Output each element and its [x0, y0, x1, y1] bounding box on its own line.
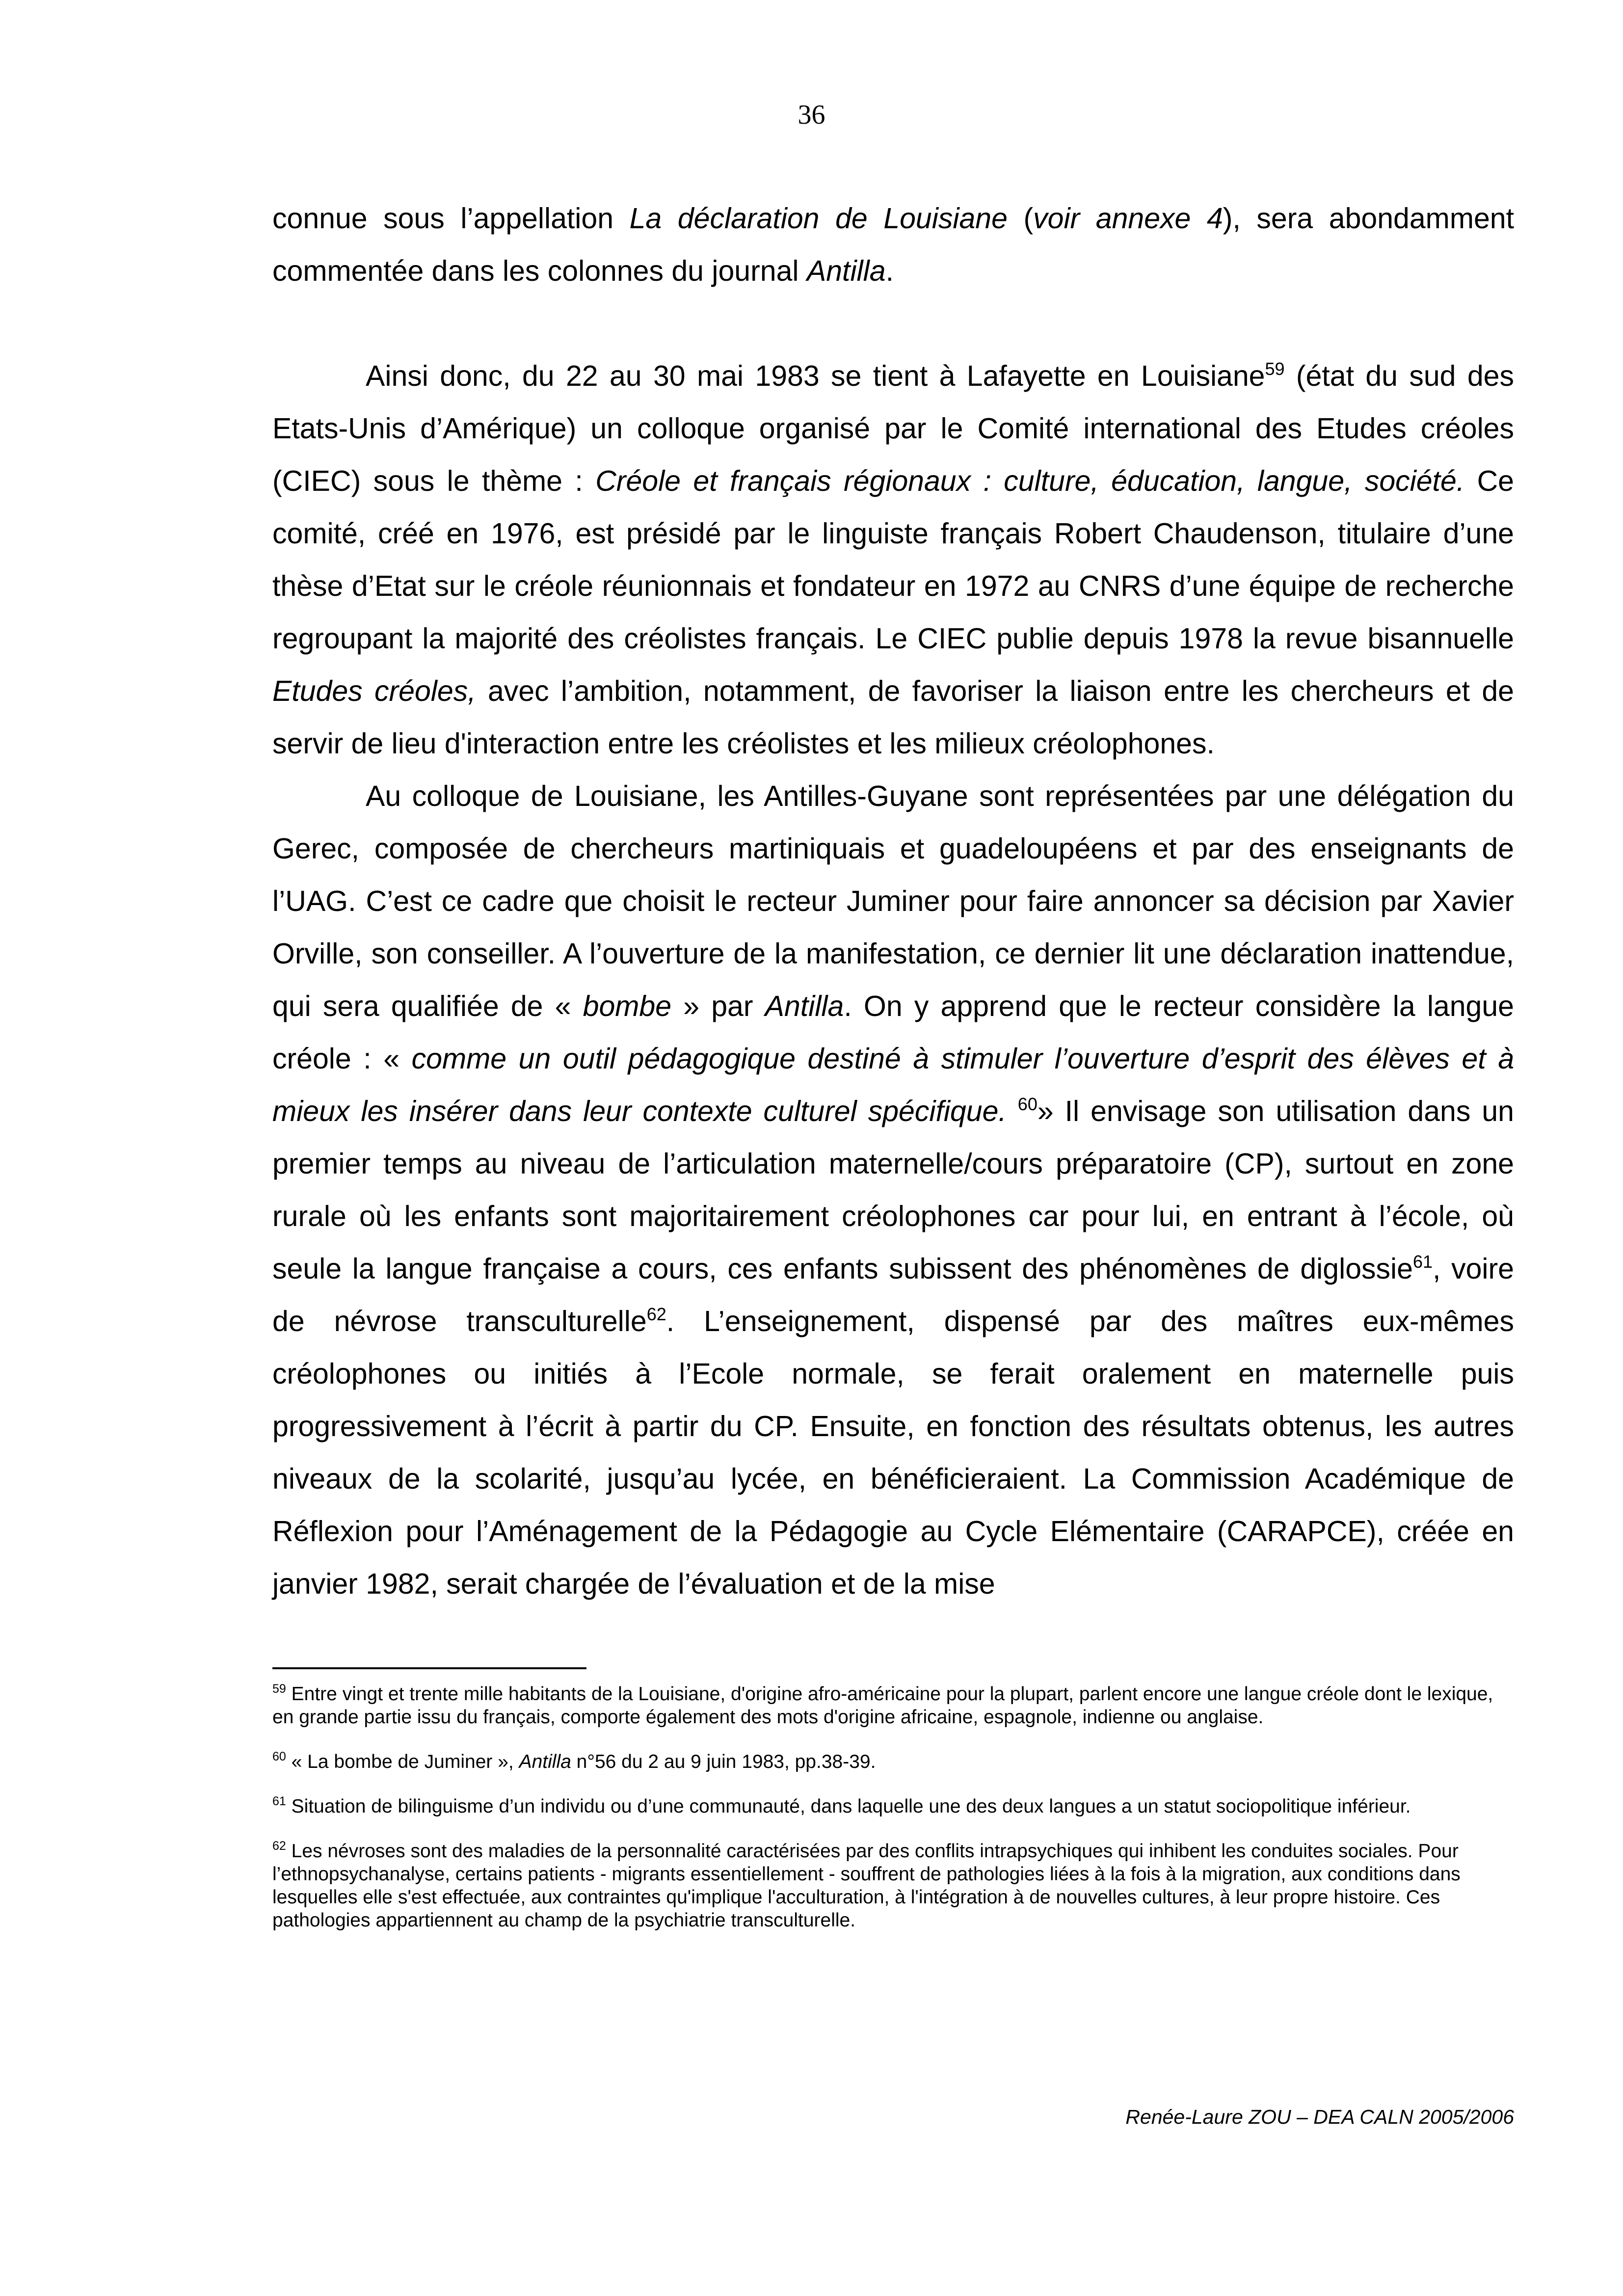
footnote-62: $^{62}$ Les névroses sont des maladies de la personnalité caractérisées par des conflits intrapsychiques qui inhibent les conduites sociales. Pour l’ethnopsychanalyse, certains patients - migrants essentiellement - souffrent de pathologies liées à la fois à la migration, aux conditions dans lesquelles elle s'est effectuée, aux contraintes qu'implique l'acculturation, à l'intégration à de nouvelles cultures, à leur propre histoire. Ces pathologies appartiennent au champ de la psychiatrie transculturelle. — [272, 1839, 1461, 1931]
page-footer: Renée-Laure ZOU – DEA CALN 2005/2006 — [1125, 2106, 1514, 2128]
footnote-60: $^{60}$ « La bombe de Juminer », Antilla n°56 du 2 au 9 juin 1983, pp.38-39. — [272, 1750, 876, 1772]
body-text — [272, 192, 1514, 1610]
paragraph-2: Ainsi donc, du 22 au 30 mai 1983 se tient à Lafayette en Louisiane$^{59}$ (état du sud des Etats-Unis d’Amérique) un colloque organisé par le Comité international des Etudes créoles (CIEC) sous le thème : Créole et français régionaux : culture, éducation, langue, société. Ce comité, créé en 1976, est présidé par le linguiste français Robert Chaudenson, titulaire d’une thèse d’Etat sur le créole réunionnais et fondateur en 1972 au CNRS d’une équipe de recherche regroupant la majorité des créolistes français. Le CIEC publie depuis 1978 la revue bisannuelle Etudes créoles, avec l’ambition, notamment, de favoriser la liaison entre les chercheurs et de servir de lieu d'interaction entre les créolistes et les milieux créolophones. — [272, 359, 1514, 760]
footnote-ref-60: 60 — [1017, 1094, 1038, 1114]
footnote-59: $^{59}$ Entre vingt et trente mille habitants de la Louisiane, d'origine afro-américaine pour la plupart, parlent encore une langue créole dont le lexique, en grande partie issu du français, comporte également des mots d'origine africaine, espagnole, indienne ou anglaise. — [272, 1682, 1493, 1728]
page-number: 36 — [798, 100, 825, 130]
footnote-ref-61: 61 — [1412, 1252, 1433, 1272]
paragraph-1: connue sous l’appellation La déclaration de Louisiane (voir annexe 4), sera abondamment commentée dans les colonnes du journal Antilla. — [272, 202, 1514, 287]
footnote-61: $^{61}$ Situation de bilinguisme d’un individu ou d’une communauté, dans laquelle une des deux langues a un statut sociopolitique inférieur. — [272, 1794, 1411, 1817]
footnotes — [272, 1682, 1514, 1953]
footnote-separator — [272, 1667, 586, 1669]
footnote-ref-62: 62 — [646, 1304, 666, 1324]
paragraph-3: Au colloque de Louisiane, les Antilles-Guyane sont représentées par une délégation du Gerec, composée de chercheurs martiniquais et guadeloupéens et par des enseignants de l’UAG. C’est ce cadre que choisit le recteur Juminer pour faire annoncer sa décision par Xavier Orville, son conseiller. A l’ouverture de la manifestation, ce dernier lit une déclaration inattendue, qui sera qualifiée de « bombe » par Antilla. On y apprend que le recteur considère la langue créole : « comme un outil pédagogique destiné à stimuler l’ouverture d’esprit des élèves et à mieux les insérer dans leur contexte culturel spécifique. $^{60}$» Il envisage son utilisation dans un premier temps au niveau de l’articulation maternelle/cours préparatoire (CP), surtout en zone rurale où les enfants sont majoritairement créolophones car pour lui, en entrant à l’école, où seule la langue française a cours, ces enfants subissent des phénomènes de diglossie$^{61}$, voire de névrose transculturelle$^{62}$. L’enseignement, dispensé par des maîtres eux-mêmes créolophones ou initiés à l’Ecole normale, se ferait oralement en maternelle puis progressivement à l’écrit à partir du CP. Ensuite, en fonction des résultats obtenus, les autres niveaux de la scolarité, jusqu’au lycée, en bénéficieraient. La Commission Académique de Réflexion pour l’Aménagement de la Pédagogie au Cycle Elémentaire (CARAPCE), créée en janvier 1982, serait chargée de l’évaluation et de la mise — [272, 780, 1515, 1600]
footnote-ref-59: 59 — [1265, 359, 1285, 379]
